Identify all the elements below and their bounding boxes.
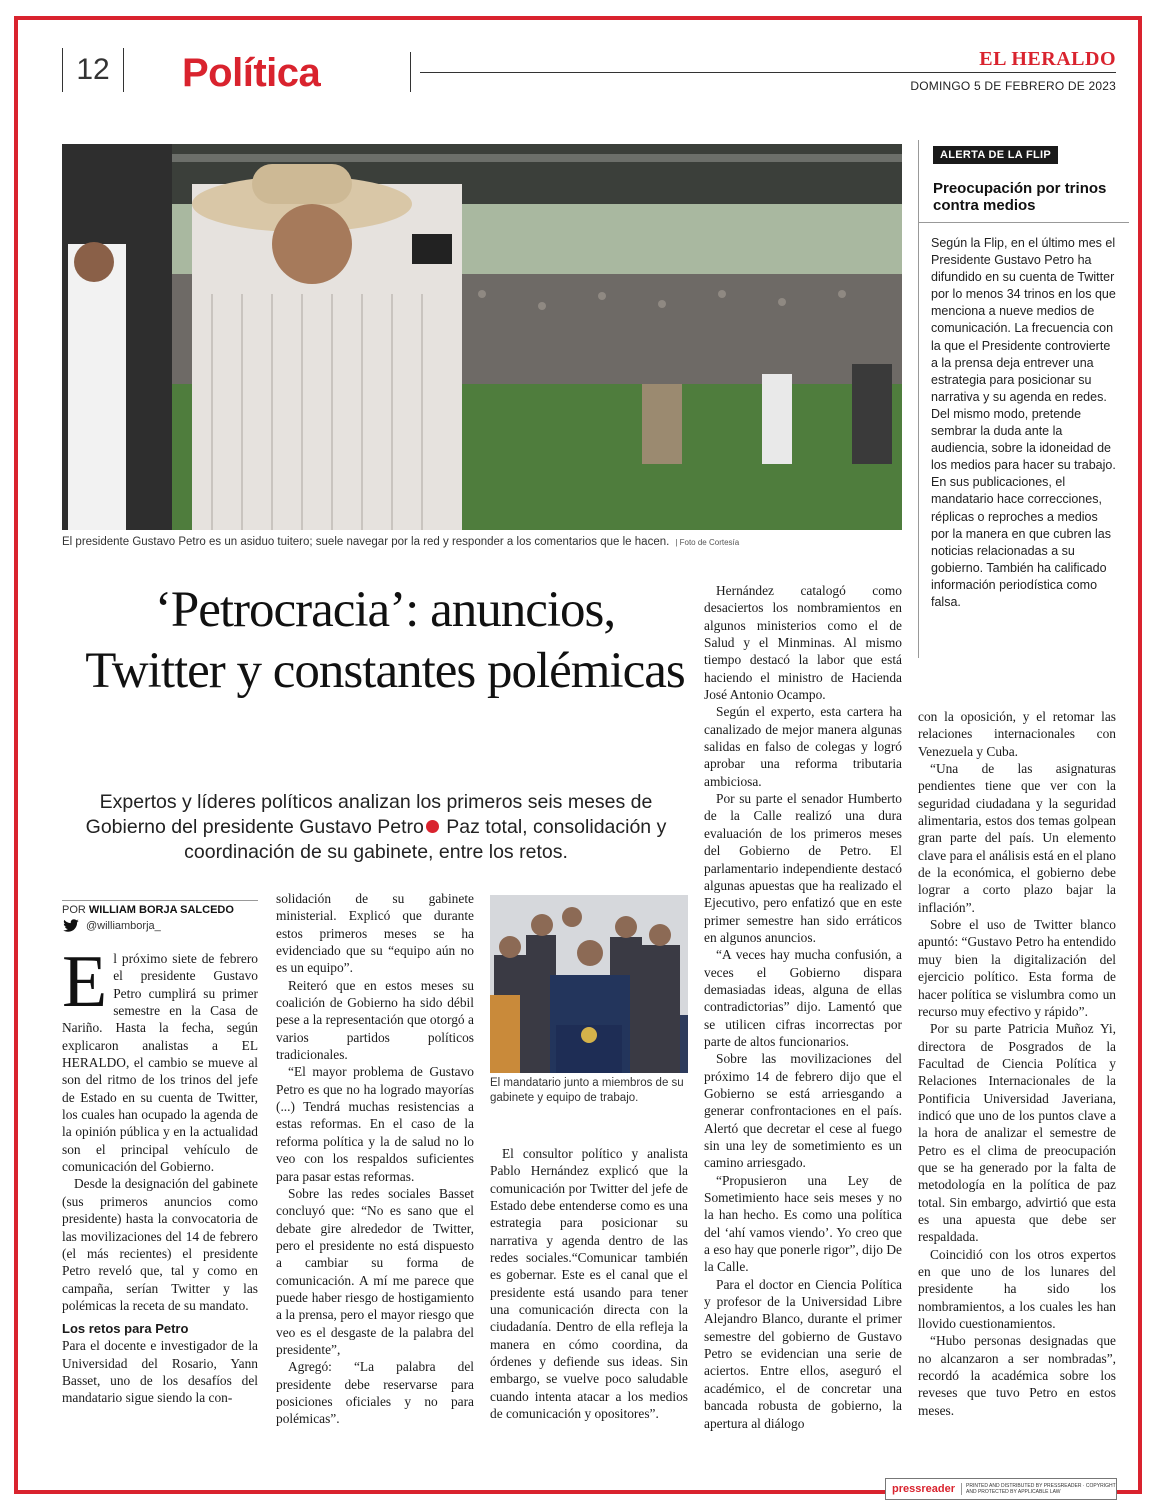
main-photo-caption bbox=[62, 536, 902, 548]
twitter-bird-icon bbox=[62, 919, 80, 933]
paragraph: El consultor político y analista Pablo Hernández explicó que la comunicación por Twitter del jefe de Estado debe entenderse como es una estrategia para posicionar su narrativa y agenda dentro de las redes sociales.“Comunicar también es gobernar. Este es el canal que el presidente está usando para tener una comunicación directa con la ciudadanía. Dentro de ella refleja la manera en cómo coordina, da órdenes y defiende sus ideas. Sin embargo, se vuelve poco saludable cuando intenta atacar a los medios de comunicación y opositores”. bbox=[490, 1146, 688, 1422]
article-column-5 bbox=[918, 708, 1116, 1419]
byline bbox=[62, 900, 258, 933]
main-photo bbox=[62, 144, 902, 530]
sidebar-body: Según la Flip, en el último mes el Presidente Gustavo Petro ha difundido en su cuenta de Twitter por lo menos 34 trinos en los que menciona a nueve medios de comunicación. La frecuencia con la que el Presidente controvierte a la prensa deja entrever una estrategia para posicionar su narrativa y su agenda en redes. Del mismo modo, pretende sembrar la duda ante la audiencia, sobre la idoneidad de los medios para hacer su trabajo. En sus publicaciones, el mandatario hace correcciones, réplicas o reproches a medios por la manera en que cubren las noticias relacionadas a su gobierno. También ha calificado información periodística como falsa. bbox=[931, 236, 1116, 609]
pressreader-wordmark: pressreader bbox=[886, 1483, 962, 1495]
paragraph: “Una de las asignaturas pendientes tiene que ver con la seguridad ciudadana y la seguridad alimentaria, estos dos temas golpean gran parte del país. Un elemento clave para el análisis está en el plano de la económica, el gobierno debe lograr a corto plazo bajar la inflación”. bbox=[918, 761, 1116, 915]
header-divider bbox=[410, 52, 411, 92]
cabinet-photo bbox=[490, 895, 688, 1073]
pressreader-logo bbox=[885, 1478, 1117, 1500]
caption-text: El presidente Gustavo Petro es un asiduo tuitero; suele navegar por la red y responder a los comentarios que le hacen. bbox=[62, 536, 670, 548]
cabinet-photo-caption: El mandatario junto a miembros de su gabinete y equipo de trabajo. bbox=[490, 1077, 684, 1104]
byline-handle: @williamborja_ bbox=[86, 920, 161, 932]
section-title: Política bbox=[182, 51, 321, 95]
sidebar-title: Preocupación por trinos contra medios bbox=[933, 180, 1107, 214]
sidebar-box bbox=[918, 140, 1116, 658]
paragraph: Según el experto, esta cartera ha canalizado de mejor manera algunas salidas en falso de colegas y logró aprobar una reforma tributaria ambiciosa. bbox=[704, 704, 902, 789]
paragraph: Sobre las redes sociales Basset concluyó que: “No es sano que el debate gire alrededor de Twitter, pero el presidente no está dispuesto a cambiar su forma de comunicación. A mí me parece que puede haber riesgo de hostigamiento a la prensa, pero el mayor riesgo que veo es el desgaste de la palabra del presidente”, bbox=[276, 1185, 474, 1357]
paragraph: Para el docente e investigador de la Universidad del Rosario, Yann Basset, uno de los desafíos del mandatario sigue siendo la con- bbox=[62, 1338, 258, 1406]
bullet-dot-icon bbox=[426, 820, 439, 833]
paragraph: Sobre las movilizaciones del próximo 14 de febrero dijo que el Gobierno se está arriesgando a generar confrontaciones en el país. Alertó que decretar el cese al fuego sin una ley de sometimiento es un camino arriesgado. bbox=[704, 1051, 902, 1171]
paragraph: “El mayor problema de Gustavo Petro es que no ha logrado mayorías (...) Tendrá muchas resistencias a estas reformas. En el caso de la reforma política y la de salud no lo veo con los respaldos suficientes para pasar estas reformas. bbox=[276, 1064, 474, 1184]
issue-date: DOMINGO 5 DE FEBRERO DE 2023 bbox=[910, 79, 1116, 93]
paragraph: con la oposición, y el retomar las relaciones internacionales con Venezuela y Cuba. bbox=[918, 709, 1116, 759]
paragraph: Por su parte el senador Humberto de la Calle realizó una dura evaluación de los primeros meses del Gobierno de Petro. El parlamentario independiente destacó algunas apuestas que ha realizado el Ejecutivo, pero enfatizó que en este primer semestre han sido erráticos en algunos anuncios. bbox=[704, 791, 902, 945]
drop-cap: E bbox=[62, 941, 108, 1023]
byline-prefix: POR bbox=[62, 904, 89, 916]
article-column-3 bbox=[490, 1145, 688, 1423]
sidebar-tag: ALERTA DE LA FLIP bbox=[933, 146, 1058, 164]
article-subhead: Los retos para Petro bbox=[62, 1321, 189, 1337]
paragraph-text: l próximo siete de febrero el presidente Gustavo Petro cumplirá su primer semestre en la Casa de Nariño. Hasta la fecha, según explicaron analistas a EL HERALDO, el cambio se mueve al son del ritmo de los trinos del jefe de Estado en su cuenta de Twitter, los cuales han ocupado la agenda de la opinión pública y en la actualidad son el principal vehículo de comunicación del Gobierno. bbox=[62, 951, 258, 1175]
paragraph bbox=[62, 941, 258, 1175]
byline-author: WILLIAM BORJA SALCEDO bbox=[88, 904, 234, 916]
paragraph: Hernández catalogó como desaciertos los nombramientos en algunos ministerios como el de Salud y el Minminas. Al mismo tiempo destacó la labor que está haciendo el ministro de Hacienda José Antonio Ocampo. bbox=[704, 583, 902, 703]
deck-part-1: Expertos y líderes políticos analizan los primeros seis meses de Gobierno del presidente Gustavo Petro bbox=[85, 791, 653, 838]
paragraph: Agregó: “La palabra del presidente debe reservarse para posiciones oficiales y no para polémicas”. bbox=[276, 1359, 474, 1427]
article-deck bbox=[66, 790, 686, 865]
deck-part-2: Paz total, consolidación y coordinación de su gabinete, entre los retos. bbox=[184, 816, 667, 863]
paragraph: Desde la designación del gabinete (sus primeros anuncios como presidente) hasta la convocatoria de las movilizaciones del 14 de febrero (el más recientes) el presidente Petro reveló que, tal y como en campaña, serían Twitter y las polémicas la receta de su mandato. bbox=[62, 1176, 258, 1313]
masthead: EL HERALDO bbox=[979, 48, 1116, 70]
article-headline: ‘Petrocracia’: anuncios, Twitter y constantes polémicas bbox=[85, 582, 685, 699]
paragraph: Para el doctor en Ciencia Política y profesor de la Universidad Libre Alejandro Blanco, durante el primer semestre del gobierno de Gustavo Petro se evidencian una serie de aciertos. Entre ellos, aseguró el académico, el de concretar una bancada robusta de gobierno, la apertura al diálogo bbox=[704, 1276, 902, 1431]
pressreader-fine-print: PRINTED AND DISTRIBUTED BY PRESSREADER · COPYRIGHT AND PROTECTED BY APPLICABLE LAW bbox=[966, 1483, 1116, 1495]
paragraph: Coincidió con los otros expertos en que uno de los lunares del presidente ha sido los nombramientos, a los cuales les han llovido cuestionamientos. bbox=[918, 1246, 1116, 1332]
article-column-4 bbox=[704, 582, 902, 1432]
sidebar-rule bbox=[919, 222, 1129, 223]
paragraph: “A veces hay mucha confusión, a veces el Gobierno dispara demasiadas ideas, alguna de ellas contradictorias” dijo. Lamentó que se utilicen cifras incorrectas por parte de altos funcionarios. bbox=[704, 947, 902, 1049]
paragraph: Sobre el uso de Twitter blanco apuntó: “Gustavo Petro ha entendido muy bien la digitalización del ejercicio político. Esta forma de hacer política se vislumbra como un recurso muy efectivo y rápido”. bbox=[918, 917, 1116, 1019]
page-number: 12 bbox=[62, 48, 124, 92]
paragraph: “Propusieron una Ley de Sometimiento hace seis meses y no la han hecho. Es como una política del ‘ahí vamos viendo’. Yo creo que a eso hay que ponerle rigor”, dijo De la Calle. bbox=[704, 1172, 902, 1275]
paragraph: solidación de su gabinete ministerial. Explicó que durante estos primeros meses se ha evidenciado que su “equipo aún no es un equipo”. bbox=[276, 891, 474, 976]
paragraph: “Hubo personas designadas que no alcanzaron a ser nombradas”, recordó la académica sobre los reveses que tuvo Petro en estos meses. bbox=[918, 1333, 1116, 1418]
article-column-1 bbox=[62, 941, 258, 1407]
paragraph: Por su parte Patricia Muñoz Yi, directora de Posgrados de la Facultad de Ciencia Política y Relaciones Internacionales de la Pontificia Universidad Javeriana, indicó que uno de los puntos clave a la hora de analizar el semestre de Petro es el clima de preocupación que se ha generado por la falta de metodología en la política de paz total. Sin embargo, advirtió que esta es una apuesta que debe ser respaldada. bbox=[918, 1021, 1116, 1245]
article-column-2 bbox=[276, 890, 474, 1428]
photo-credit: | Foto de Cortesía bbox=[675, 538, 740, 547]
paragraph: Reiteró que en estos meses su coalición de Gobierno ha sido débil pese a la representación que otorgó a varios partidos políticos tradicionales. bbox=[276, 977, 474, 1063]
header-rule bbox=[420, 72, 1116, 73]
